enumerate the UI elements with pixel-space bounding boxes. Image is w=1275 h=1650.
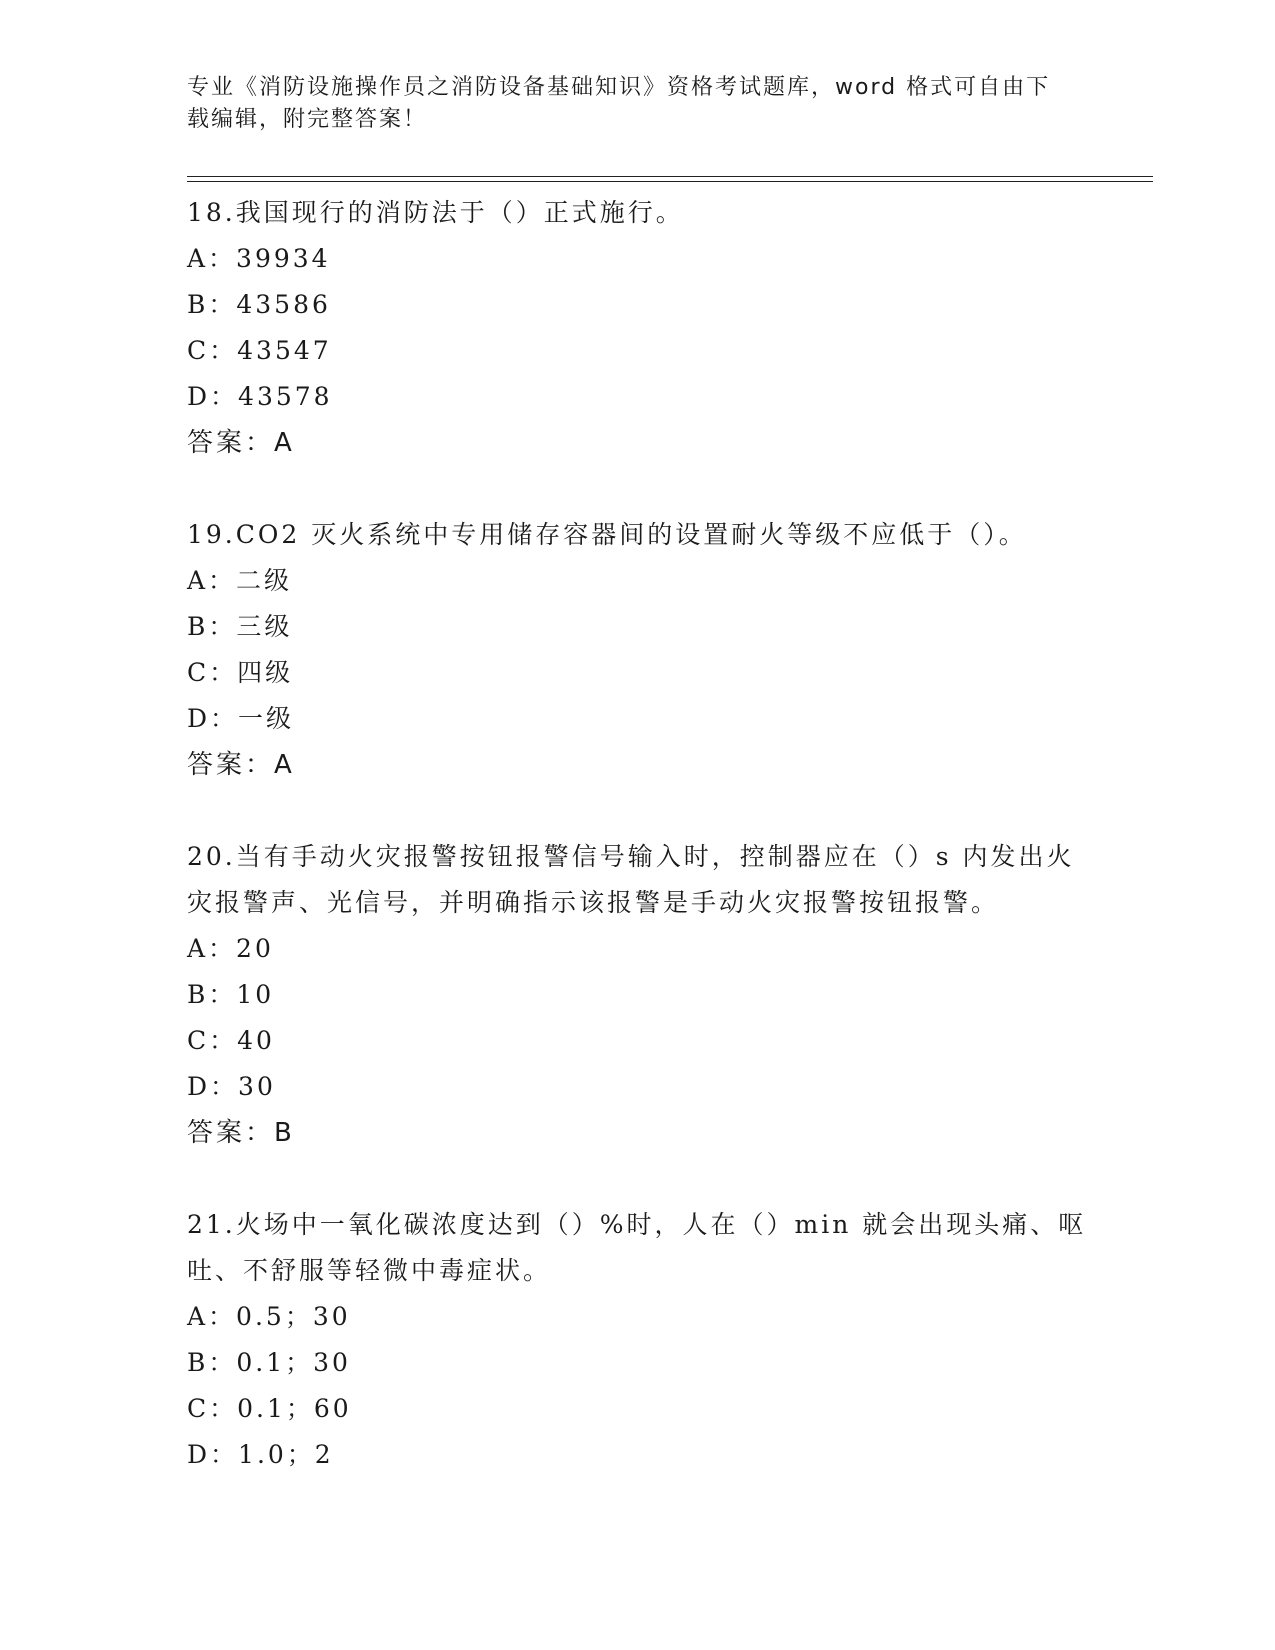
question-20: [187, 834, 1087, 1156]
question-stem: 20.当有手动火灾报警按钮报警信号输入时，控制器应在（）s 内发出火灾报警声、光信号，并明确指示该报警是手动火灾报警按钮报警。: [187, 842, 1075, 917]
option-b: B：三级: [187, 612, 293, 641]
option-c: C：40: [187, 1026, 275, 1055]
question-stem: 21.火场中一氧化碳浓度达到（）%时，人在（）min 就会出现头痛、呕吐、不舒服等轻微中毒症状。: [187, 1210, 1087, 1285]
question-21: [187, 1202, 1087, 1478]
question-19: [187, 512, 1087, 788]
option-a: A：二级: [187, 566, 293, 595]
header-divider-bottom: [187, 181, 1153, 182]
option-c: C：四级: [187, 658, 294, 687]
option-b: B：0.1；30: [187, 1348, 351, 1377]
question-stem: 19.CO2 灭火系统中专用储存容器间的设置耐火等级不应低于（）。: [187, 520, 1027, 549]
question-18: [187, 190, 1087, 466]
option-a: A：39934: [187, 244, 331, 273]
document-header: 专业《消防设施操作员之消防设备基础知识》资格考试题库，word 格式可自由下载编辑，附完整答案！: [187, 75, 1051, 132]
answer: 答案：A: [187, 750, 295, 780]
header-divider-top: [187, 176, 1153, 177]
option-c: C：0.1；60: [187, 1394, 352, 1423]
option-a: A：20: [187, 934, 274, 963]
option-d: D：一级: [187, 704, 295, 733]
answer: 答案：B: [187, 1118, 295, 1148]
option-c: C：43547: [187, 336, 332, 365]
option-a: A：0.5；30: [187, 1302, 351, 1331]
answer: 答案：A: [187, 428, 295, 458]
option-d: D：1.0；2: [187, 1440, 334, 1469]
question-stem: 18.我国现行的消防法于（）正式施行。: [187, 198, 684, 227]
option-b: B：43586: [187, 290, 331, 319]
option-d: D：43578: [187, 382, 333, 411]
option-d: D：30: [187, 1072, 276, 1101]
question-list: [187, 190, 1087, 1524]
option-b: B：10: [187, 980, 275, 1009]
